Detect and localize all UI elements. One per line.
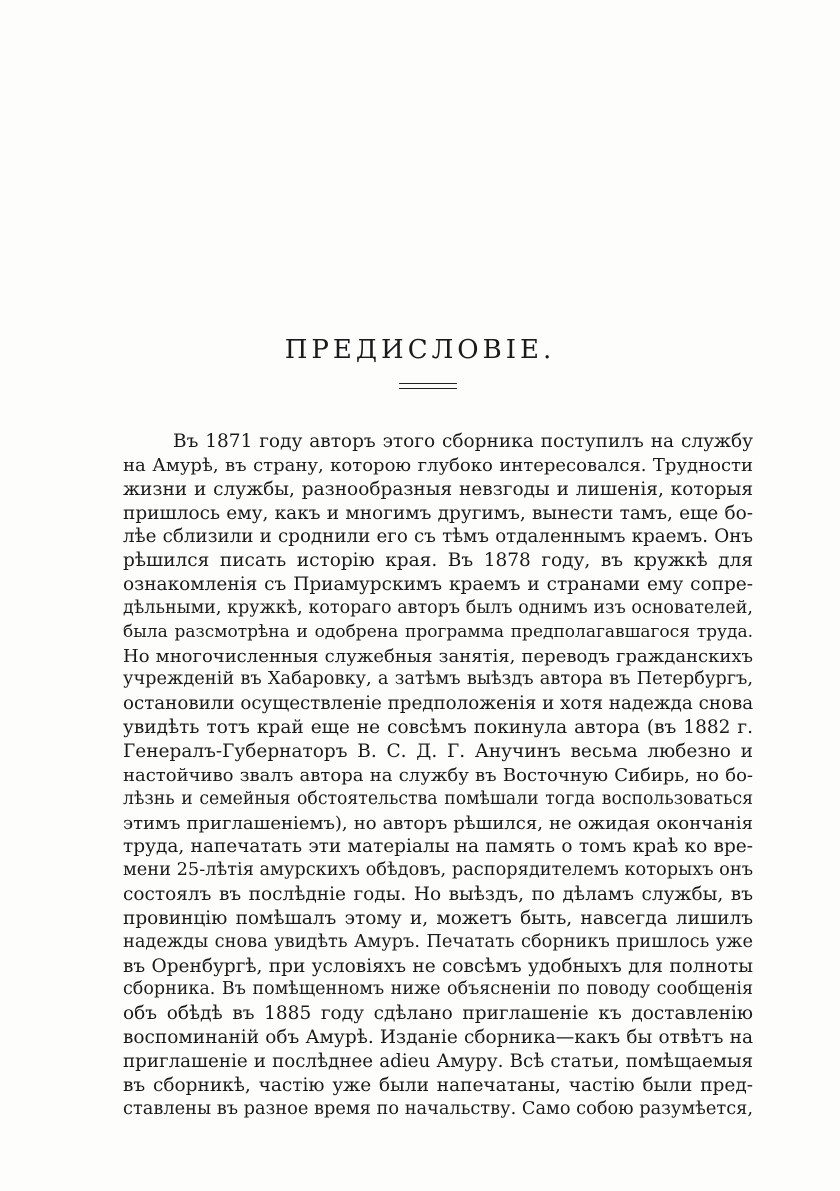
text-line: дѣльными, кружкѣ, котораго авторъ былъ однимъ изъ основателей, <box>123 597 753 618</box>
text-line: ознакомленія съ Приамурскимъ краемъ и странами ему сопре- <box>123 574 753 596</box>
text-line: рѣшился писать исторію края. Въ 1878 году, въ кружкѣ для <box>123 550 753 572</box>
text-line: воспоминаній объ Амурѣ. Изданіе сборника—какъ бы отвѣтъ на <box>123 1027 753 1049</box>
page-title: ПРЕДИСЛОВІЕ. <box>284 335 556 365</box>
body-paragraph <box>123 430 753 1121</box>
text-line: приглашеніе и послѣднее adieu Амуру. Всѣ статьи, помѣщаемыя <box>123 1050 753 1072</box>
text-line: въ сборникѣ, частію уже были напечатаны, частію были пред- <box>123 1074 753 1096</box>
text-line: надежды снова увидѣть Амуръ. Печатать сборникъ пришлось уже <box>123 931 753 952</box>
text-line: мени 25-лѣтія амурскихъ обѣдовъ, распорядителемъ которыхъ онъ <box>123 860 753 881</box>
text-line: этимъ приглашеніемъ), но авторъ рѣшился, не ожидая окончанія <box>123 812 753 834</box>
text-line: Но многочисленныя служебныя занятія, переводъ гражданскихъ <box>123 645 753 667</box>
text-line: остановили осуществленіе предположенія и хотя надежда снова <box>123 693 753 715</box>
text-line: настойчиво звалъ автора на службу въ Восточную Сибирь, но бо- <box>123 764 753 786</box>
text-line: состоялъ въ послѣдніе годы. Но выѣздъ, по дѣламъ службы, въ <box>123 884 753 906</box>
text-line: пришлось ему, какъ и многимъ другимъ, вынести тамъ, еще бо- <box>123 502 753 524</box>
text-line: лѣе сблизили и сроднили его съ тѣмъ отдаленнымъ краемъ. Онъ <box>123 526 753 548</box>
text-line: учрежденій въ Хабаровку, а затѣмъ выѣздъ автора въ Петербургъ, <box>123 669 753 690</box>
text-line: Генералъ-Губернаторъ В. С. Д. Г. Анучинъ весьма любезно и <box>123 740 753 762</box>
text-line: ставлены въ разное время по начальству. Само собою разумѣется, <box>123 1098 753 1119</box>
text-line: на Амурѣ, въ страну, которою глубоко интересовался. Трудности <box>123 454 753 476</box>
text-line: жизни и службы, разнообразныя невзгоды и лишенія, которыя <box>123 478 753 500</box>
text-line: въ Оренбургѣ, при условіяхъ не совсѣмъ удобныхъ для полноты <box>123 955 753 977</box>
text-line: увидѣть тотъ край еще не совсѣмъ покинула автора (въ 1882 г. <box>123 717 753 739</box>
text-line: провинцію помѣшалъ этому и, можетъ быть, навсегда лишилъ <box>123 907 753 929</box>
text-line: объ обѣдѣ въ 1885 году сдѣлано приглашеніе къ доставленію <box>123 1003 753 1025</box>
text-line: была разсмотрѣна и одобрена программа предполагавшагося труда. <box>123 621 753 642</box>
text-line: лѣзнь и семейныя обстоятельства помѣшали тогда воспользоваться <box>123 788 753 809</box>
text-line: сборника. Въ помѣщенномъ ниже объясненіи по поводу сообщенія <box>123 979 753 1000</box>
text-line: труда, напечатать эти матеріалы на память о томъ краѣ ко вре- <box>123 836 753 858</box>
title-divider <box>399 383 457 389</box>
text-line: Въ 1871 году авторъ этого сборника поступилъ на службу <box>173 431 753 452</box>
